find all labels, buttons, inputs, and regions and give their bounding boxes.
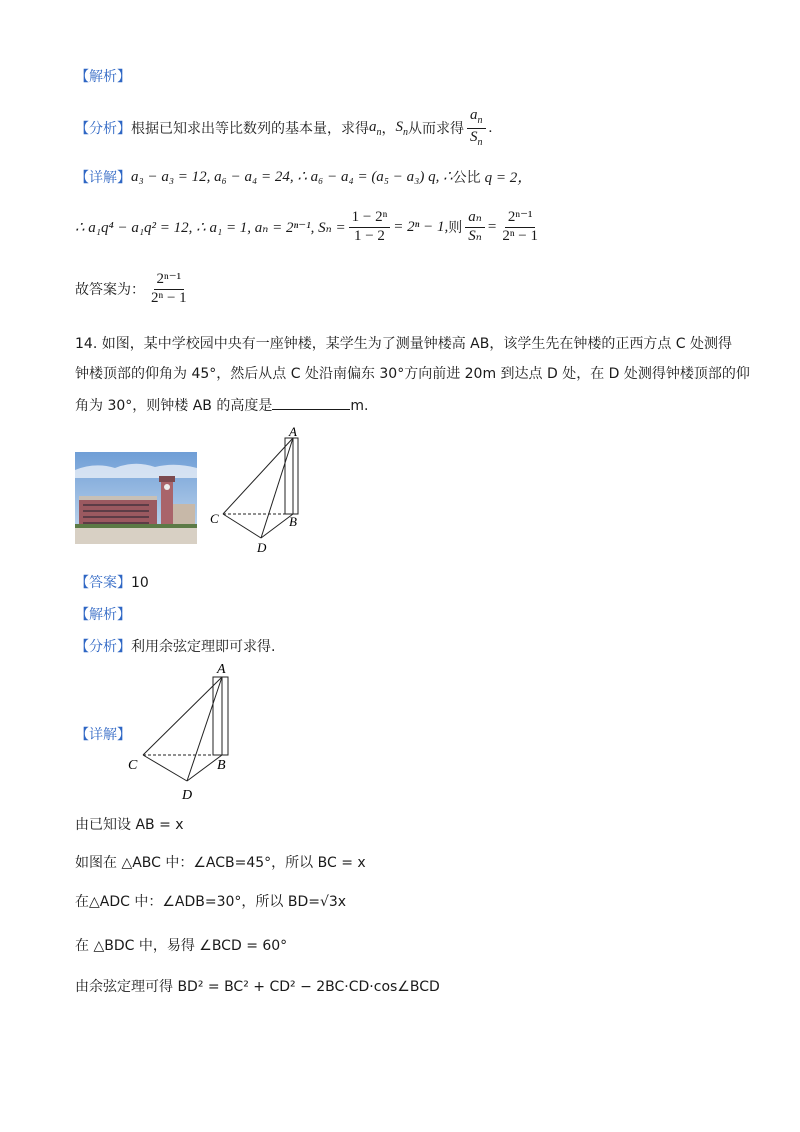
q14-line1: 14. 如图，某中学校园中央有一座钟楼，某学生为了测量钟楼高 AB，该学生先在钟楼的正西方点 C 处测得 bbox=[75, 336, 733, 352]
xiangjie-cn1: 公比 bbox=[452, 169, 481, 186]
answer-value: 10 bbox=[131, 575, 149, 591]
label-a-2: A bbox=[217, 662, 226, 677]
q14-answer-line bbox=[75, 572, 149, 592]
tower-rect-2 bbox=[213, 677, 228, 755]
step-1: 由已知设 AB = x bbox=[75, 817, 184, 833]
xiangjie-math2: ∴ a₁q⁴ − a₁q² = 12, ∴ a₁ = 1, aₙ = 2ⁿ⁻¹, Sₙ = bbox=[75, 219, 346, 236]
line-cd bbox=[223, 514, 261, 538]
step-5: 由余弦定理可得 BD² = BC² + CD² − 2BC·CD·cos∠BCD bbox=[75, 979, 440, 995]
answer-label: 故答案为： bbox=[75, 282, 145, 299]
step-2: 如图在 △ABC 中：∠ACB=45°，所以 BC = x bbox=[75, 855, 366, 871]
line-ac bbox=[223, 438, 293, 514]
fenxi-text2: 从而求得 bbox=[408, 121, 464, 137]
fenxi-end: . bbox=[488, 119, 493, 136]
xiangjie-line1 bbox=[75, 166, 532, 187]
label-c: C bbox=[210, 511, 219, 526]
label-b-2: B bbox=[217, 758, 226, 773]
answer-tag: 【答案】 bbox=[75, 575, 131, 591]
xiangjie-math1: a₃ − a₃ = 12, a₆ − a₄ = 24, ∴ a₆ − a₄ = (a₅ − a₃) q, ∴ bbox=[131, 169, 453, 185]
fenxi-an: $a_n$ bbox=[369, 118, 382, 138]
q14-figure bbox=[205, 425, 315, 555]
ratio-rhs: $\frac{\text{2ⁿ⁻¹}}{\text{2ⁿ − 1}}$ bbox=[502, 209, 539, 244]
xiangjie-line2: ∴ a₁q⁴ − a₁q² = 12, ∴ a₁ = 1, aₙ = 2ⁿ⁻¹, Sₙ = $\frac{\text{1 − 2ⁿ}}{1 - 2}$ = 2ⁿ − 1, 则 $\frac{\text{aₙ}}{\text{Sₙ}}$ = $\frac{\text{2ⁿ⁻¹}}{\text{2ⁿ − 1}}$ bbox=[75, 210, 544, 245]
xiangjie-q: q = 2， bbox=[484, 170, 533, 186]
solution-figure bbox=[125, 657, 245, 807]
xiangjie-cn2: 则 bbox=[448, 220, 463, 237]
sn-fraction: $\frac{\text{1 − 2ⁿ}}{1 - 2}$ bbox=[349, 210, 391, 245]
fenxi-line bbox=[75, 108, 492, 148]
fenxi-text: 根据已知求出等比数列的基本量，求得 bbox=[131, 121, 369, 137]
xiangjie-tag-2: 【详解】 bbox=[75, 727, 131, 743]
fenxi-sn: $S_n$ bbox=[395, 118, 408, 138]
xiangjie-tag: 【详解】 bbox=[75, 169, 131, 186]
line-cd-2 bbox=[143, 755, 187, 781]
jiexi-tag: 【解析】 bbox=[75, 69, 131, 85]
q14-line3: 角为 30°，则钟楼 AB 的高度是 m. bbox=[75, 398, 369, 414]
line-ac-2 bbox=[143, 677, 222, 755]
answer-line bbox=[75, 272, 193, 307]
label-a: A bbox=[289, 425, 297, 439]
fenxi-fraction: $\frac{a_n}{S_n}$ bbox=[467, 108, 486, 148]
fenxi-tag-2: 【分析】 bbox=[75, 639, 131, 655]
fenxi-line-2 bbox=[75, 636, 275, 656]
fenxi-tag: 【分析】 bbox=[75, 121, 131, 137]
answer-blank bbox=[272, 397, 350, 410]
step-3: 在△ADC 中：∠ADB=30°，所以 BD=√3x bbox=[75, 894, 347, 910]
jiexi-tag-2: 【解析】 bbox=[75, 607, 131, 623]
label-b: B bbox=[289, 514, 297, 529]
sn-result: = 2ⁿ − 1, bbox=[393, 218, 449, 235]
label-c-2: C bbox=[128, 758, 138, 773]
fenxi-text-2: 利用余弦定理即可求得. bbox=[131, 639, 276, 655]
fenxi-sep: ， bbox=[381, 121, 396, 137]
q14-line2: 钟楼顶部的仰角为 45°，然后从点 C 处沿南偏东 30°方向前进 20m 到达点 D 处，在 D 处测得钟楼顶部的仰 bbox=[75, 366, 750, 382]
step-4: 在 △BDC 中，易得 ∠BCD = 60° bbox=[75, 938, 288, 954]
label-d: D bbox=[257, 540, 267, 555]
answer-fraction: $\frac{\text{2ⁿ⁻¹}}{\text{2ⁿ − 1}}$ bbox=[151, 271, 187, 306]
clock-tower-photo bbox=[75, 452, 197, 544]
label-d-2: D bbox=[182, 788, 193, 803]
ratio-lhs: $\frac{\text{aₙ}}{\text{Sₙ}}$ bbox=[465, 210, 485, 245]
tower-rect bbox=[285, 438, 298, 514]
